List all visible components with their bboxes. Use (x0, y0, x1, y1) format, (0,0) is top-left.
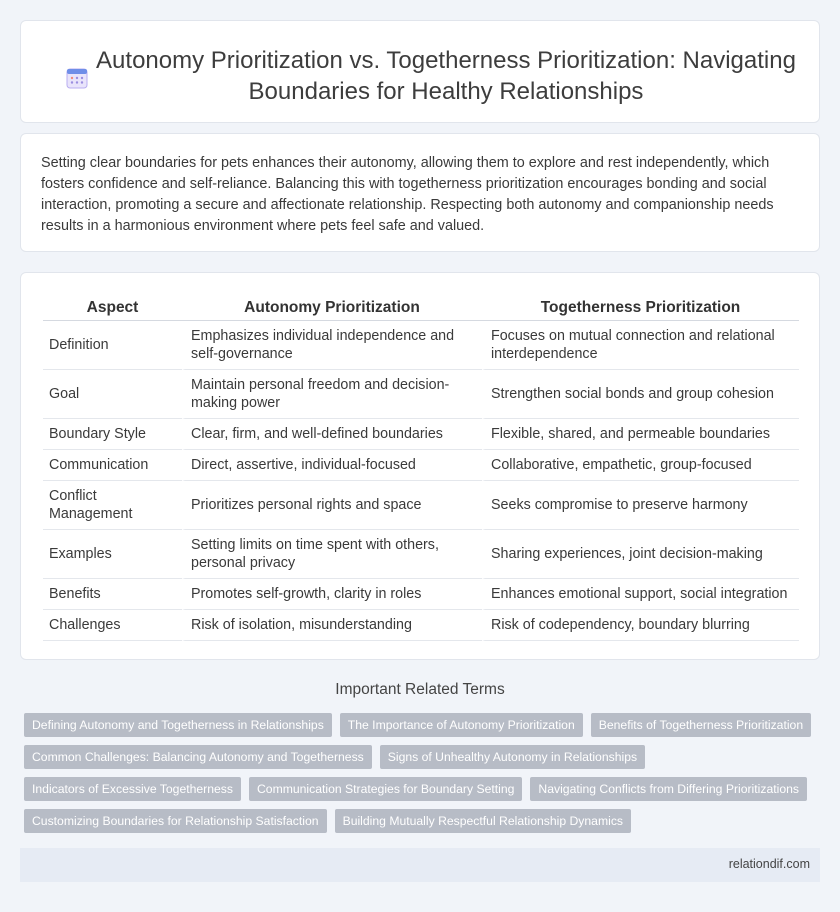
table-row (43, 610, 799, 641)
related-term-tag[interactable]: Benefits of Togetherness Prioritization (591, 713, 811, 737)
autonomy-cell: Emphasizes individual independence and self-governance (182, 321, 482, 370)
autonomy-cell: Prioritizes personal rights and space (182, 481, 482, 530)
page-title: Autonomy Prioritization vs. Togetherness Prioritization: Navigating Boundaries for Healthy Relationships (96, 47, 796, 105)
togetherness-cell: Enhances emotional support, social integration (482, 579, 799, 610)
related-term-tag[interactable]: Indicators of Excessive Togetherness (24, 777, 241, 801)
footer-site[interactable]: relationdif.com (728, 857, 810, 871)
footer (20, 848, 820, 882)
aspect-cell: Boundary Style (43, 419, 182, 450)
autonomy-cell: Promotes self-growth, clarity in roles (182, 579, 482, 610)
togetherness-cell: Focuses on mutual connection and relational interdependence (482, 321, 799, 370)
togetherness-cell: Flexible, shared, and permeable boundaries (482, 419, 799, 450)
comparison-table (43, 295, 799, 641)
table-header-row (43, 295, 799, 321)
related-term-tag[interactable]: Navigating Conflicts from Differing Prioritizations (530, 777, 807, 801)
table-row (43, 321, 799, 370)
intro-paragraph: Setting clear boundaries for pets enhances their autonomy, allowing them to explore and rest independently, which fosters confidence and self-reliance. Balancing this with togetherness prioritization encourages bonding and social interaction, promoting a secure and affectionate relationship. Respecting both autonomy and companionship needs results in a harmonious environment where pets feel safe and valued. (41, 155, 774, 234)
table-row (43, 481, 799, 530)
related-term-tag[interactable]: The Importance of Autonomy Prioritization (340, 713, 583, 737)
aspect-cell: Benefits (43, 579, 182, 610)
comparison-card (20, 272, 820, 660)
autonomy-cell: Risk of isolation, misunderstanding (182, 610, 482, 641)
related-term-tag[interactable]: Signs of Unhealthy Autonomy in Relationships (380, 745, 645, 769)
header-togetherness: Togetherness Prioritization (482, 295, 799, 321)
autonomy-cell: Maintain personal freedom and decision-making power (182, 370, 482, 419)
togetherness-cell: Sharing experiences, joint decision-making (482, 530, 799, 579)
table-row (43, 450, 799, 481)
related-terms-title: Important Related Terms (335, 681, 505, 698)
autonomy-cell: Direct, assertive, individual-focused (182, 450, 482, 481)
aspect-cell: Definition (43, 321, 182, 370)
table-row (43, 530, 799, 579)
related-terms-list (24, 713, 824, 841)
header-card (20, 20, 820, 123)
intro-card (20, 133, 820, 252)
related-term-tag[interactable]: Common Challenges: Balancing Autonomy and Togetherness (24, 745, 372, 769)
related-term-tag[interactable]: Communication Strategies for Boundary Setting (249, 777, 522, 801)
related-term-tag[interactable]: Building Mutually Respectful Relationship Dynamics (335, 809, 631, 833)
header-aspect: Aspect (43, 295, 182, 321)
related-term-tag[interactable]: Defining Autonomy and Togetherness in Relationships (24, 713, 332, 737)
calendar-icon (65, 66, 89, 90)
table-row (43, 370, 799, 419)
aspect-cell: Challenges (43, 610, 182, 641)
related-term-tag[interactable]: Customizing Boundaries for Relationship Satisfaction (24, 809, 327, 833)
header-autonomy: Autonomy Prioritization (182, 295, 482, 321)
togetherness-cell: Collaborative, empathetic, group-focused (482, 450, 799, 481)
table-row (43, 579, 799, 610)
autonomy-cell: Clear, firm, and well-defined boundaries (182, 419, 482, 450)
autonomy-cell: Setting limits on time spent with others, personal privacy (182, 530, 482, 579)
aspect-cell: Goal (43, 370, 182, 419)
togetherness-cell: Risk of codependency, boundary blurring (482, 610, 799, 641)
aspect-cell: Examples (43, 530, 182, 579)
togetherness-cell: Seeks compromise to preserve harmony (482, 481, 799, 530)
aspect-cell: Conflict Management (43, 481, 182, 530)
togetherness-cell: Strengthen social bonds and group cohesion (482, 370, 799, 419)
aspect-cell: Communication (43, 450, 182, 481)
table-row (43, 419, 799, 450)
